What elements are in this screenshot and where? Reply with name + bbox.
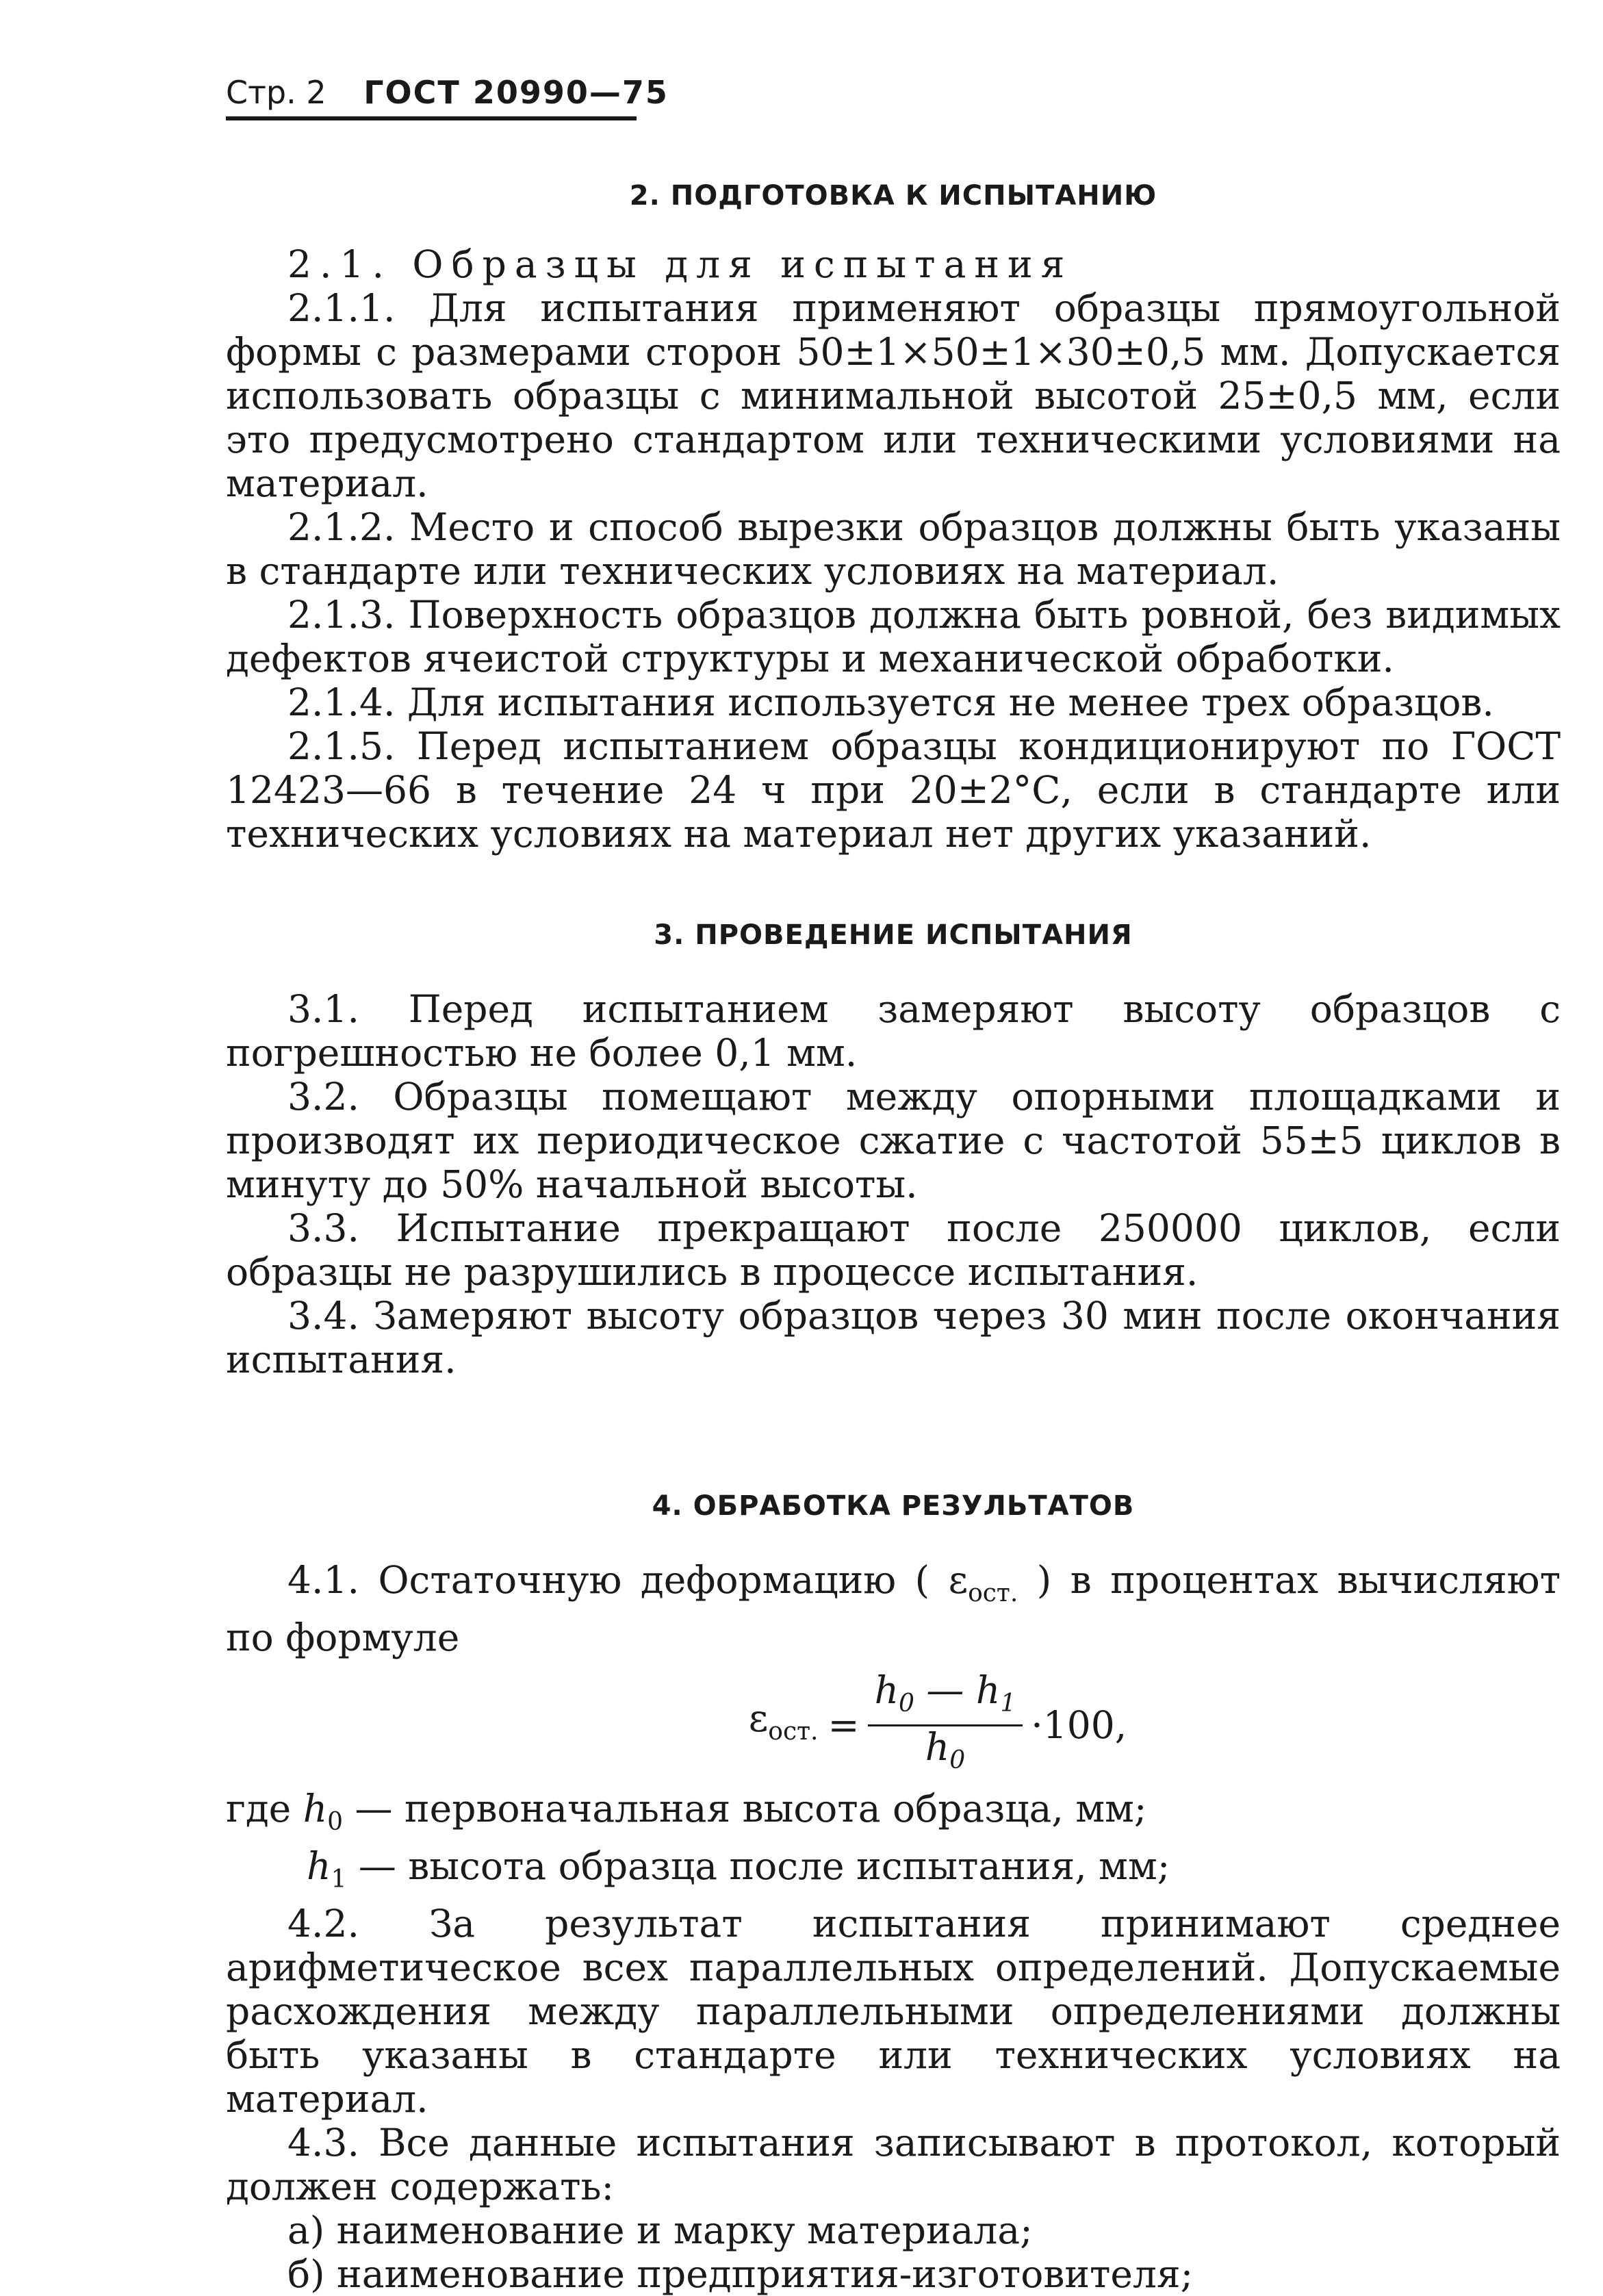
paragraph-4-1 xyxy=(226,1558,1561,1659)
numerator-minus: — xyxy=(914,1668,976,1712)
list-item-a: а) наименование и марку материала; xyxy=(287,2208,1033,2252)
paragraph-4-3: 4.3. Все данные испытания записывают в протокол, который должен содержать: xyxy=(226,2121,1561,2208)
list-item-b: б) наименование предприятия-изготовителя; xyxy=(287,2252,1194,2296)
where-h1-text: — высота образца после испытания, мм; xyxy=(346,1844,1170,1888)
paragraph-4-1-tail: ) в процентах вычисляют по формуле xyxy=(226,1558,1561,1659)
paragraph-2-1-1: 2.1.1. Для испытания применяют образцы прямоугольной формы с размерами сторон 50±1×50±1×30±0,5 мм. Допускается использовать образцы с минимальной высотой 25±0,5 мм, если это предусмотрено стандартом или техническими условиями на материал. xyxy=(226,286,1561,505)
section-2-title: 2. ПОДГОТОВКА К ИСПЫТАНИЮ xyxy=(629,180,1157,212)
formula-tail: ·100, xyxy=(1031,1703,1127,1747)
where-h1-subscript: 1 xyxy=(331,1865,347,1893)
where-h1-var: h xyxy=(307,1844,331,1888)
paragraph-2-1: 2.1. Образцы для испытания xyxy=(287,242,1073,286)
where-word: где xyxy=(226,1787,303,1831)
formula-lhs xyxy=(749,1696,819,1754)
paragraph-4-1-lead: 4.1. Остаточную деформацию ( xyxy=(287,1558,930,1602)
formula-numerator xyxy=(868,1670,1023,1724)
where-h0-var: h xyxy=(303,1787,328,1831)
where-h0 xyxy=(226,1787,1561,1844)
running-header xyxy=(226,68,669,120)
formula-denominator xyxy=(925,1726,965,1781)
page-number: Стр. 2 xyxy=(226,74,326,111)
section-4-title: 4. ОБРАБОТКА РЕЗУЛЬТАТОВ xyxy=(652,1490,1135,1522)
paragraph-3-2: 3.2. Образцы помещают между опорными площадками и производят их периодическое сжатие с частотой 55±5 циклов в минуту до 50% начальной высоты. xyxy=(226,1075,1561,1206)
document-page xyxy=(226,68,1561,2296)
paragraph-3-4: 3.4. Замеряют высоту образцов через 30 мин после окончания испытания. xyxy=(226,1294,1561,1381)
paragraph-2-1-5: 2.1.5. Перед испытанием образцы кондиционируют по ГОСТ 12423—66 в течение 24 ч при 20±2°С, если в стандарте или технических условиях на материал нет других указаний. xyxy=(226,724,1561,856)
paragraph-2-1-4: 2.1.4. Для испытания используется не менее трех образцов. xyxy=(287,680,1494,724)
numerator-h1-subscript: 1 xyxy=(1000,1689,1016,1718)
paragraph-4-2: 4.2. За результат испытания принимают среднее арифметическое всех параллельных определений. Допускаемые расхождения между параллельными определениями должны быть указаны в стандарте или технических условиях на материал. xyxy=(226,1902,1561,2121)
formula-equals: = xyxy=(828,1703,860,1747)
epsilon-subscript: ост. xyxy=(968,1579,1018,1607)
numerator-h1: h xyxy=(975,1668,1001,1712)
paragraph-3-3: 3.3. Испытание прекращают после 250000 циклов, если образцы не разрушились в процессе испытания. xyxy=(226,1206,1561,1294)
paragraph-2-1-2: 2.1.2. Место и способ вырезки образцов должны быть указаны в стандарте или технических условиях на материал. xyxy=(226,505,1561,593)
formula-epsilon-subscript: ост. xyxy=(768,1718,819,1746)
where-h1 xyxy=(226,1844,1561,1902)
formula-epsilon: ε xyxy=(748,1696,769,1740)
paragraph-2-1-3: 2.1.3. Поверхность образцов должна быть ровной, без видимых дефектов ячеистой структуры и механической обработки. xyxy=(226,593,1561,680)
formula-fraction xyxy=(868,1670,1023,1781)
numerator-h0: h xyxy=(874,1668,899,1712)
section-3-title: 3. ПРОВЕДЕНИЕ ИСПЫТАНИЯ xyxy=(654,919,1133,951)
deformation-formula xyxy=(226,1663,1561,1787)
where-h0-subscript: 0 xyxy=(327,1808,344,1836)
numerator-h0-subscript: 0 xyxy=(899,1689,914,1718)
denominator-h0: h xyxy=(925,1724,950,1769)
epsilon-symbol: ε xyxy=(948,1558,969,1602)
where-h0-text: — первоначальная высота образца, мм; xyxy=(343,1787,1147,1831)
paragraph-3-1: 3.1. Перед испытанием замеряют высоту образцов с погрешностью не более 0,1 мм. xyxy=(226,987,1561,1075)
denominator-h0-subscript: 0 xyxy=(949,1746,966,1774)
document-code: ГОСТ 20990—75 xyxy=(363,74,669,111)
